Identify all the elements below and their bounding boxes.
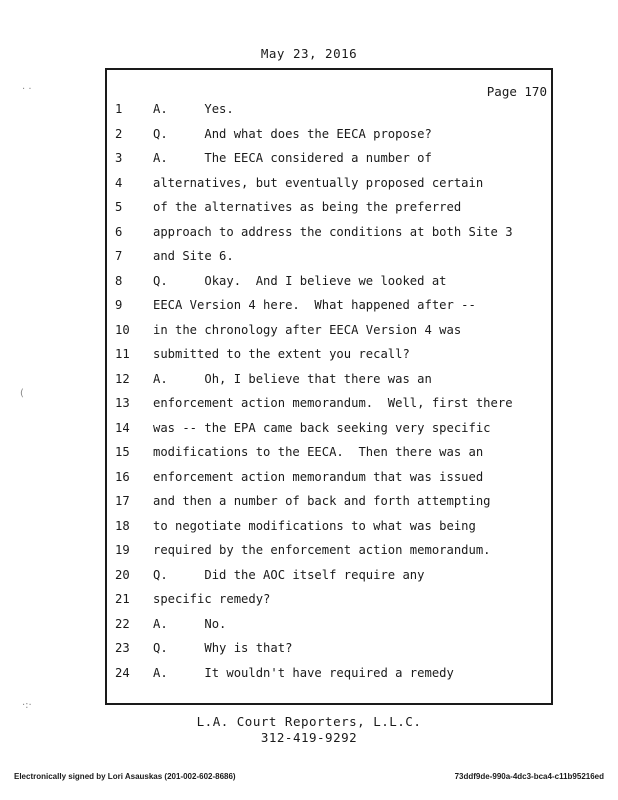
line-text: A. No. [153,616,227,631]
transcript-line [107,149,547,167]
transcript-line [107,125,547,143]
line-number: 24 [115,665,130,680]
line-text: Q. Why is that? [153,641,293,655]
transcript-line [107,566,547,584]
line-number: 13 [115,396,130,410]
scan-mark: ·:· [22,700,32,711]
line-number: 3 [115,151,123,165]
line-text: enforcement action memorandum that was issued [153,469,484,484]
line-text: required by the enforcement action memorandum. [153,543,491,557]
line-number: 11 [115,347,130,361]
transcript-line [107,272,547,290]
transcript-line [107,541,547,559]
transcript-line [107,223,547,241]
transcript-line [107,247,547,265]
transcript-line [107,419,547,437]
transcript-line [107,321,547,339]
line-number: 5 [115,200,123,214]
transcript-frame [105,68,553,705]
line-number: 1 [115,102,123,116]
transcript-line [107,492,547,510]
transcript-line [107,296,547,314]
line-text: in the chronology after EECA Version 4 was [153,322,462,337]
line-text: A. It wouldn't have required a remedy [153,665,454,680]
line-number: 4 [115,175,123,190]
transcript-line [107,468,547,486]
line-number: 16 [115,469,130,484]
transcript-line [107,615,547,633]
line-text: Q. Did the AOC itself require any [153,567,425,582]
line-text: approach to address the conditions at both Site 3 [153,224,513,239]
line-number: 8 [115,273,123,288]
line-number: 7 [115,249,123,263]
line-text: to negotiate modifications to what was being [153,518,476,533]
line-text: A. The EECA considered a number of [153,151,432,165]
transcript-line [107,174,547,192]
footer-company: L.A. Court Reporters, L.L.C. [196,714,422,729]
line-text: specific remedy? [153,592,271,606]
transcript-line [107,100,547,118]
line-text: A. Oh, I believe that there was an [153,371,432,386]
line-number: 9 [115,298,123,312]
transcript-line [107,370,547,388]
transcript-line [107,590,547,608]
scan-mark: ( [20,388,24,399]
page-number: Page 170 [486,84,547,99]
transcript-line [107,345,547,363]
line-text: of the alternatives as being the preferred [153,200,462,214]
line-number: 18 [115,518,130,533]
line-text: Q. Okay. And I believe we looked at [153,273,447,288]
page-date: May 23, 2016 [260,46,358,61]
transcript-line [107,517,547,535]
transcript-line [107,198,547,216]
line-number: 17 [115,494,130,508]
line-text: and Site 6. [153,249,234,263]
transcript-line [107,394,547,412]
line-number: 14 [115,420,130,435]
line-number: 10 [115,322,130,337]
transcript-line [107,639,547,657]
line-text: enforcement action memorandum. Well, first there [153,396,513,410]
line-number: 2 [115,126,123,141]
signature-text: Electronically signed by Lori Asauskas (201-002-602-8686) [14,772,236,781]
line-text: A. Yes. [153,102,234,116]
transcript-line [107,443,547,461]
line-number: 15 [115,445,130,459]
line-number: 20 [115,567,130,582]
transcript-line [107,664,547,682]
line-text: was -- the EPA came back seeking very specific [153,420,491,435]
footer-phone: 312-419-9292 [260,730,358,745]
line-text: Q. And what does the EECA propose? [153,126,432,141]
line-number: 12 [115,371,130,386]
line-text: and then a number of back and forth attempting [153,494,491,508]
line-text: EECA Version 4 here. What happened after -- [153,298,476,312]
line-number: 6 [115,224,123,239]
line-text: alternatives, but eventually proposed certain [153,175,484,190]
line-number: 21 [115,592,130,606]
line-text: modifications to the EECA. Then there was an [153,445,484,459]
line-number: 19 [115,543,130,557]
document-id: 73ddf9de-990a-4dc3-bca4-c11b95216ed [454,772,604,781]
line-text: submitted to the extent you recall? [153,347,410,361]
line-number: 22 [115,616,130,631]
line-number: 23 [115,641,130,655]
scan-mark: · · [22,84,32,95]
